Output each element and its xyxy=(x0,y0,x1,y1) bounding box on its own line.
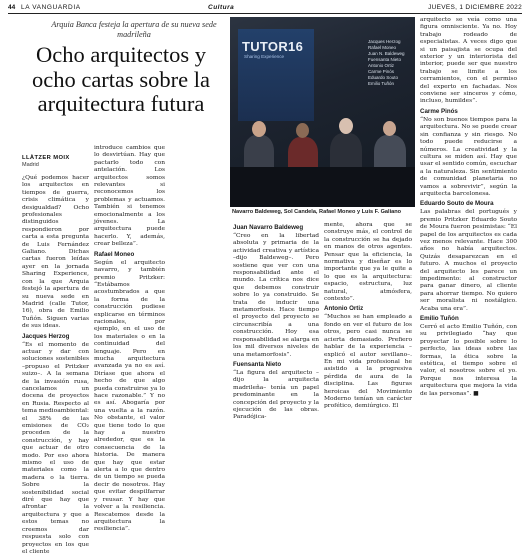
screen-name-list xyxy=(368,39,412,87)
screen-name: Emilio Tuñón xyxy=(368,81,395,86)
subheading: Fuensanta Nieto xyxy=(233,360,282,368)
text-column-2 xyxy=(94,145,165,533)
page-number: 44 xyxy=(8,4,16,11)
issue-date: JUEVES, 1 DICIEMBRE 2022 xyxy=(428,4,522,11)
subheading: Jacques Herzog xyxy=(22,332,70,340)
subheading: Antonio Ortiz xyxy=(324,305,364,313)
subheading: Emilio Tuñón xyxy=(420,315,459,323)
text-column-3 xyxy=(233,222,319,421)
speaker-head xyxy=(383,121,396,136)
screen-name: Rafael Moneo xyxy=(368,45,397,50)
paragraph: Según el arquitecto navarro, y también premio Pritzker: “Estábamos acostumbrados a que la forma de la construcción pudiese explicarse en términos racionales, por ejemplo, en el uso de los materiales o en la continuidad del lenguaje. Pero en mucha arquitectura avanzada ya no es así. Diríase que ahora el hecho de que algo pueda construirse ya lo hace razonable.” Y no es así. Abogaría por una vuelta a la razón. No obstante, el valor que tiene todo lo que hay a nuestro alrededor, que es la consecuencia de la historia. De manera que hay que estar alerta a lo que dentro de un tiempo se pueda decir de nosotros. Hay que evitar despilfarrar y reusar. Y hay que volver a la resiliencia. Rescatemos desde la arquitectura la resiliencia”. xyxy=(94,259,165,533)
screen-name: Jacques Herzog xyxy=(368,39,401,44)
speaker-head xyxy=(252,121,266,137)
photo-caption: Navarro Baldeweg, Sol Candela, Rafael Moneo y Luis F. Galiano xyxy=(232,209,402,215)
speaker-head xyxy=(296,123,309,138)
screen-name: Juan N. Baldeweg xyxy=(368,51,405,56)
section-label: Cultura xyxy=(208,4,235,11)
paragraph: Las palabras del portugués y premio Pritzker Eduardo Souto de Moura fueron pesimistas: “El papel de los arquitectos es cada vez menos relevante. Hace 300 años no había arquitectos. Quizás desaparezcan en el futuro. A muchos el proyecto del arquitecto les parece un impedimento: al constructor para ganar dinero, al cliente para ahorrar tiempo. No quiero ser moralista ni nostálgico. Acaba una era”. xyxy=(420,209,517,312)
text-column-1 xyxy=(22,175,89,555)
article-headline: Ocho arquitectos y ocho cartas sobre la arquitectura futura xyxy=(31,42,211,116)
projection-screen xyxy=(238,29,314,121)
paragraph: “No son buenos tiempos para la arquitectura. No se puede crear sin confianza y sin riesgo. No todo puede reducirse a números. La creatividad y la cultura se miden así. Hay que usar el sentido común, escuchar a la naturaleza. Sin sentimiento de comunidad planetaria no vamos a sobrevivir”, según la arquitecta barcelonesa. xyxy=(420,116,517,197)
screen-name: Eduardo Souto xyxy=(368,75,399,80)
article-photo xyxy=(230,17,415,207)
screen-name: Antonio Ortiz xyxy=(368,63,395,68)
paragraph: “Muchos se han empleado a fondo en ver el futuro de los otros, pero casi nunca se acierta demasiado. Prefiero hablar de la experiencia –explicó el autor sevillano–. En mi vida profesional he asistido a la progresiva pérdida de aura de la disciplina. Las figuras heroicas del Movimiento Moderno tenían un carácter profético, demiúrgico. El xyxy=(324,314,412,410)
subheading: Eduardo Souto de Moura xyxy=(420,200,494,208)
article-kicker: Arquia Banca festeja la apertura de su nueva sede madrileña xyxy=(51,20,217,39)
paragraph: arquitecto se veía como una figura omnisciente. Ya no. Hoy trabajo rodeado de especialistas. A veces digo que si un paisajista se ocupa del exterior y un interiorista del interior, puede ser que nuestro trabajo se limite a los cerramientos, con el permiso del experto en fachadas. Nos conviene ser sinceros y cómo, incluso, humildes”. xyxy=(420,17,517,105)
paragraph: “Creo en la libertad absoluta y primaria de la actividad creativa y artística –dijo Baldeweg–. Pero sostiene que ver con una responsabilidad ante el mundo. La crítica nos dice que debemos construir sobre lo ya construido. Se trata de inducir una metamorfosis. Hace tiempo el proyecto del proyecto se circunscribía a una construcción. Hoy esa responsabilidad se alarga en los mil diversos niveles de una metamorfosis”. xyxy=(233,233,319,358)
subheading: Juan Navarro Baldeweg xyxy=(233,224,304,231)
text-column-4 xyxy=(324,222,412,411)
byline: LLÀTZER MOIX xyxy=(22,155,70,161)
dateline: Madrid xyxy=(22,162,39,168)
paragraph: “Es el momento de actuar y dar con soluciones sostenibles –propuso el Pritzker suizo–. A la semana de la invasión rusa, cancelamos un docena de proyectos en Rusia. Respecto al tema medioambiental: el 38% de las emisiones de CO₂ proceden de la construcción, y hay que actuar de otro modo. Por eso ahora mismo el uso de materiales como la madera o la tierra. Sobre la sostenibilidad social diré que hay que afrontar la arquitectura y que a estos temas no creemos dar respuesta solo con proyectos en los que el cliente xyxy=(22,341,89,555)
text-column-5 xyxy=(420,17,517,411)
screen-subtitle: Sharing Experience xyxy=(244,54,285,59)
paragraph: introduce cambios que lo desvirtúan. Hay que pactarlo todo con antelación. Los arquitectos somos relevantes si reconocemos los problemas y actuamos. También si tenemos emocionalmente a los jóvenes. La arquitectura puede hacerlo. Y, además, crear belleza”. xyxy=(94,145,165,248)
stage-table xyxy=(230,167,415,207)
paragraph: ¿Qué podemos hacer los arquitectos en tiempos de guerra, crisis climática y desigualdad? Ocho profesionales distinguidos respondieron por carta a esta pregunta de Luis Fernández Galiano. Dichas cartas fueron leídas ayer en la jornada Sharing Experience, con la que Arquia festejó la apertura de su nueva sede en Madrid (calle Tutor, 16), obra de Emilio Tuñón. Siguen varias de sus ideas. xyxy=(22,175,89,330)
paragraph: “La figura del arquitecto –dijo la arquitecta madrileña– tenía un papel predominante en la concepción del proyecto y la ejecución de las obras. Paradójica- xyxy=(233,369,319,421)
masthead xyxy=(8,4,522,14)
paragraph: mente, ahora que se construye más, el control de la construcción se ha dejado en manos de otros agentes. Pensar que la eficiencia, la normativa y diseñar es lo importante que ya le quite a lo que es la arquitectura: espacio, estructura, luz natural, atmósfera, contexto”. xyxy=(324,222,412,303)
subheading: Rafael Moneo xyxy=(94,250,135,258)
screen-name: Fuensanta Nieto xyxy=(368,57,402,62)
subheading: Carme Pinós xyxy=(420,107,458,115)
screen-logo: TUTOR16 xyxy=(242,39,304,54)
screen-name: Carme Pinós xyxy=(368,69,395,74)
speaker-head xyxy=(339,118,353,134)
publication-name: LA VANGUARDIA xyxy=(21,4,81,11)
paragraph: Cerró el acto Emilio Tuñón, con su privilegiado “hay que proyectar lo posible sobre lo perfecto, las ideas sobre las formas, la ética sobre la estética, el tiempo sobre el valor, el nosotros sobre el yo. Porque nos interesa la arquitectura que mejora la vida de las personas”. ■ xyxy=(420,324,517,397)
